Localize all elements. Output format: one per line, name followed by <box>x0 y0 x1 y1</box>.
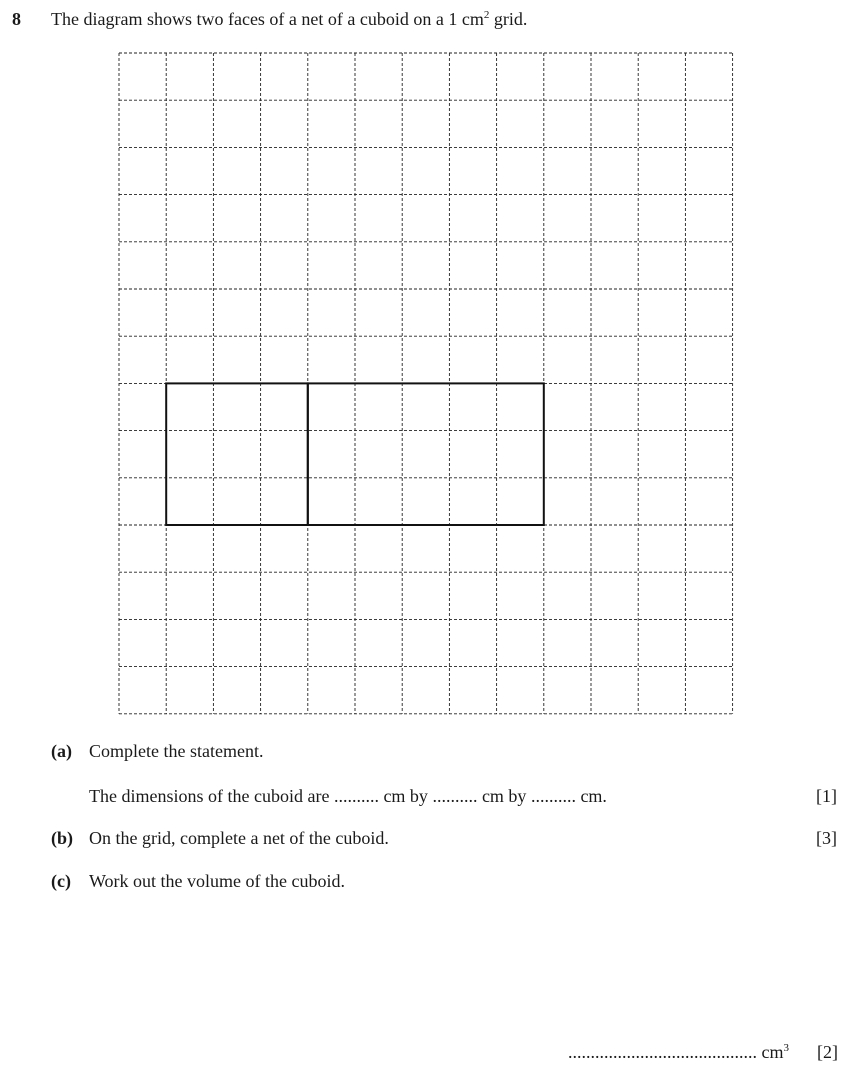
net-face-right <box>308 383 544 525</box>
answer-blank-3[interactable]: .......... <box>530 786 576 806</box>
volume-answer-line[interactable]: .......................................... <box>568 1042 757 1062</box>
answer-blank-1[interactable]: .......... <box>333 786 379 806</box>
answer-blank-2[interactable]: .......... <box>432 786 478 806</box>
net-face-left <box>166 383 308 525</box>
volume-unit-sup: 3 <box>783 1042 789 1054</box>
part-c-answer <box>568 1042 789 1063</box>
part-c-marks: [2] <box>817 1042 838 1062</box>
question-intro-sup: 2 <box>483 9 490 21</box>
part-b-marks: [3] <box>816 828 837 848</box>
part-c-label: (c) <box>51 871 71 891</box>
question-number: 8 <box>12 9 21 29</box>
statement-prefix: The dimensions of the cuboid are <box>89 786 334 806</box>
part-a-statement <box>89 786 607 807</box>
part-b-label: (b) <box>51 828 73 848</box>
statement-end: cm. <box>575 786 607 806</box>
statement-by-2: cm by <box>477 786 531 806</box>
statement-by-1: cm by <box>378 786 433 806</box>
part-a-marks: [1] <box>816 786 837 806</box>
part-c-instruction: Work out the volume of the cuboid. <box>89 871 345 891</box>
part-a-label: (a) <box>51 741 72 761</box>
volume-unit: cm <box>761 1042 784 1062</box>
part-b-instruction: On the grid, complete a net of the cuboid. <box>89 828 389 848</box>
part-a-instruction: Complete the statement. <box>89 741 264 761</box>
question-intro-text: The diagram shows two faces of a net of a cuboid on a 1 cm <box>51 9 484 29</box>
question-intro-end: grid. <box>489 9 528 29</box>
